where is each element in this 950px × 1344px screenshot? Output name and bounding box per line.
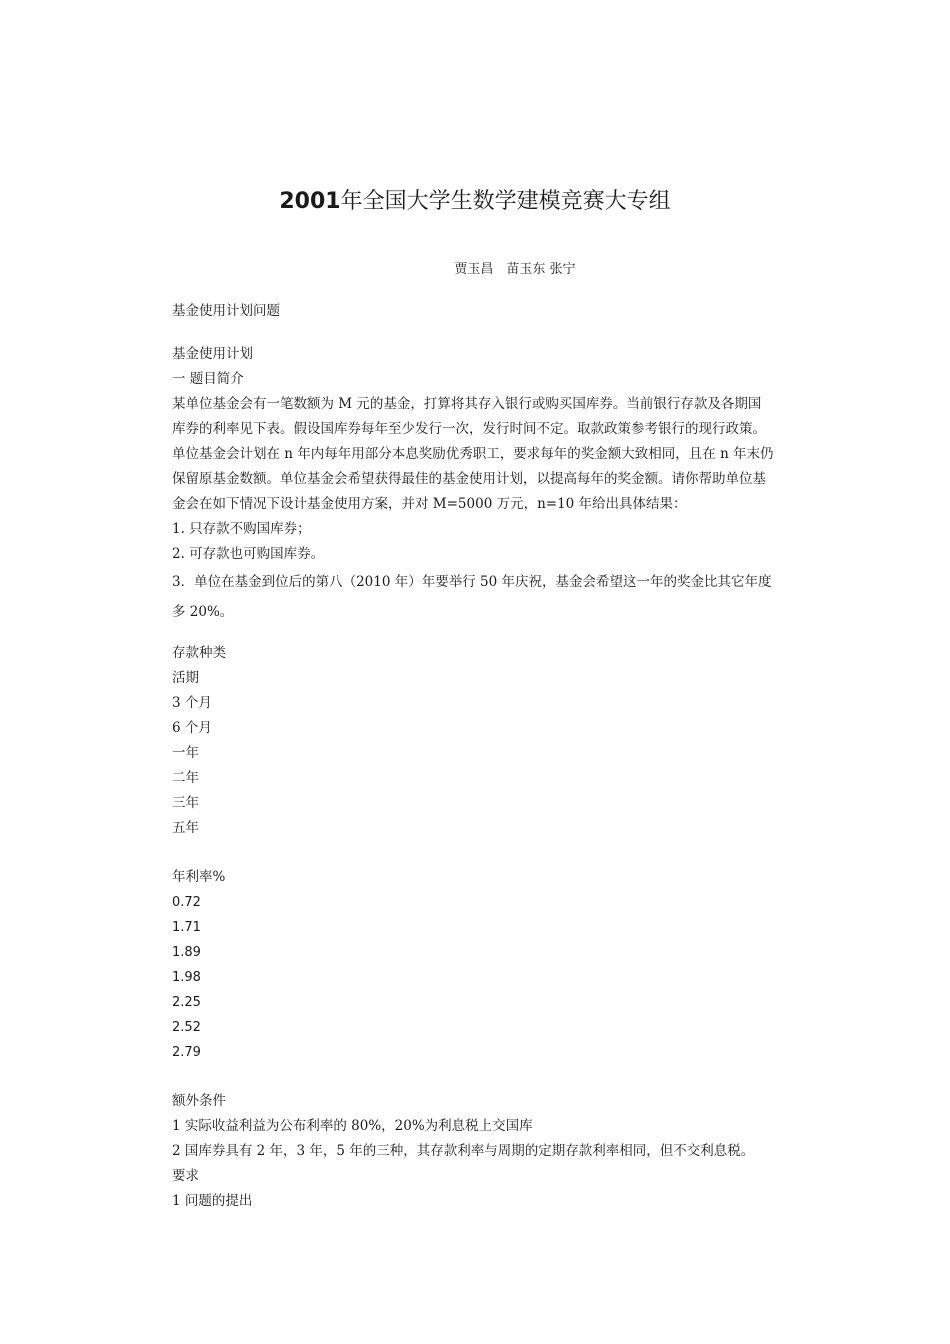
extra-condition: 1 实际收益利益为公布利率的 80%，20%为利息税上交国库 — [172, 1118, 533, 1134]
deposit-type: 一年 — [172, 745, 199, 761]
extra-header: 额外条件 — [172, 1093, 226, 1109]
case-item: 2. 可存款也可购国库券。 — [172, 546, 325, 562]
problem-name: 基金使用计划问题 — [172, 303, 280, 319]
case-item: 3．单位在基金到位后的第八（2010 年）年要举行 50 年庆祝，基金会希望这一年的奖金比其它年度 — [172, 574, 772, 590]
rate-value: 2.25 — [172, 995, 201, 1010]
intro-line: 保留原基金数额。单位基金会希望获得最佳的基金使用计划，以提高每年的奖金额。请你帮助单位基 — [172, 471, 766, 487]
rate-value: 2.79 — [172, 1045, 201, 1060]
section-heading: 基金使用计划 — [172, 346, 253, 362]
document-title — [0, 184, 950, 215]
case-item: 1. 只存款不购国库券； — [172, 521, 311, 537]
deposit-type: 3 个月 — [172, 695, 212, 711]
rate-header: 年利率% — [172, 869, 226, 885]
deposit-types-header: 存款种类 — [172, 645, 226, 661]
intro-line: 库券的利率见下表。假设国库券每年至少发行一次，发行时间不定。取款政策参考银行的现行政策。 — [172, 421, 766, 437]
requirement-item: 1 问题的提出 — [172, 1193, 253, 1209]
rates-block — [172, 865, 802, 1065]
case-item: 多 20%。 — [172, 604, 234, 620]
rate-value: 0.72 — [172, 895, 201, 910]
deposit-types-block — [172, 641, 802, 841]
extra-condition: 2 国库券具有 2 年，3 年，5 年的三种，其存款利率与周期的定期存款利率相同，但不交利息税。 — [172, 1143, 755, 1159]
rate-value: 1.71 — [172, 920, 201, 935]
authors-line: 贾玉昌 苗玉东 张宁 — [454, 262, 576, 277]
intro-line: 金会在如下情况下设计基金使用方案，并对 M=5000 万元，n=10 年给出具体结果： — [172, 496, 687, 512]
requirements-header: 要求 — [172, 1168, 199, 1184]
deposit-type: 五年 — [172, 820, 199, 836]
title-text: 年全国大学生数学建模竞赛大专组 — [340, 189, 671, 214]
subsection-heading: 一 题目简介 — [172, 371, 244, 387]
intro-line: 单位基金会计划在 n 年内每年用部分本息奖励优秀职工，要求每年的奖金额大致相同，且在 n 年末仍 — [172, 446, 774, 462]
rate-value: 2.52 — [172, 1020, 201, 1035]
deposit-type: 三年 — [172, 795, 199, 811]
intro-block — [172, 342, 802, 627]
rate-value: 1.89 — [172, 945, 201, 960]
extra-conditions-block — [172, 1089, 802, 1214]
title-year: 2001 — [279, 189, 341, 214]
deposit-type: 6 个月 — [172, 720, 212, 736]
problem-name-block — [172, 299, 802, 324]
deposit-type: 活期 — [172, 670, 199, 686]
deposit-type: 二年 — [172, 770, 199, 786]
rate-value: 1.98 — [172, 970, 201, 985]
intro-line: 某单位基金会有一笔数额为 M 元的基金，打算将其存入银行或购买国库券。当前银行存款及各期国 — [172, 396, 762, 412]
